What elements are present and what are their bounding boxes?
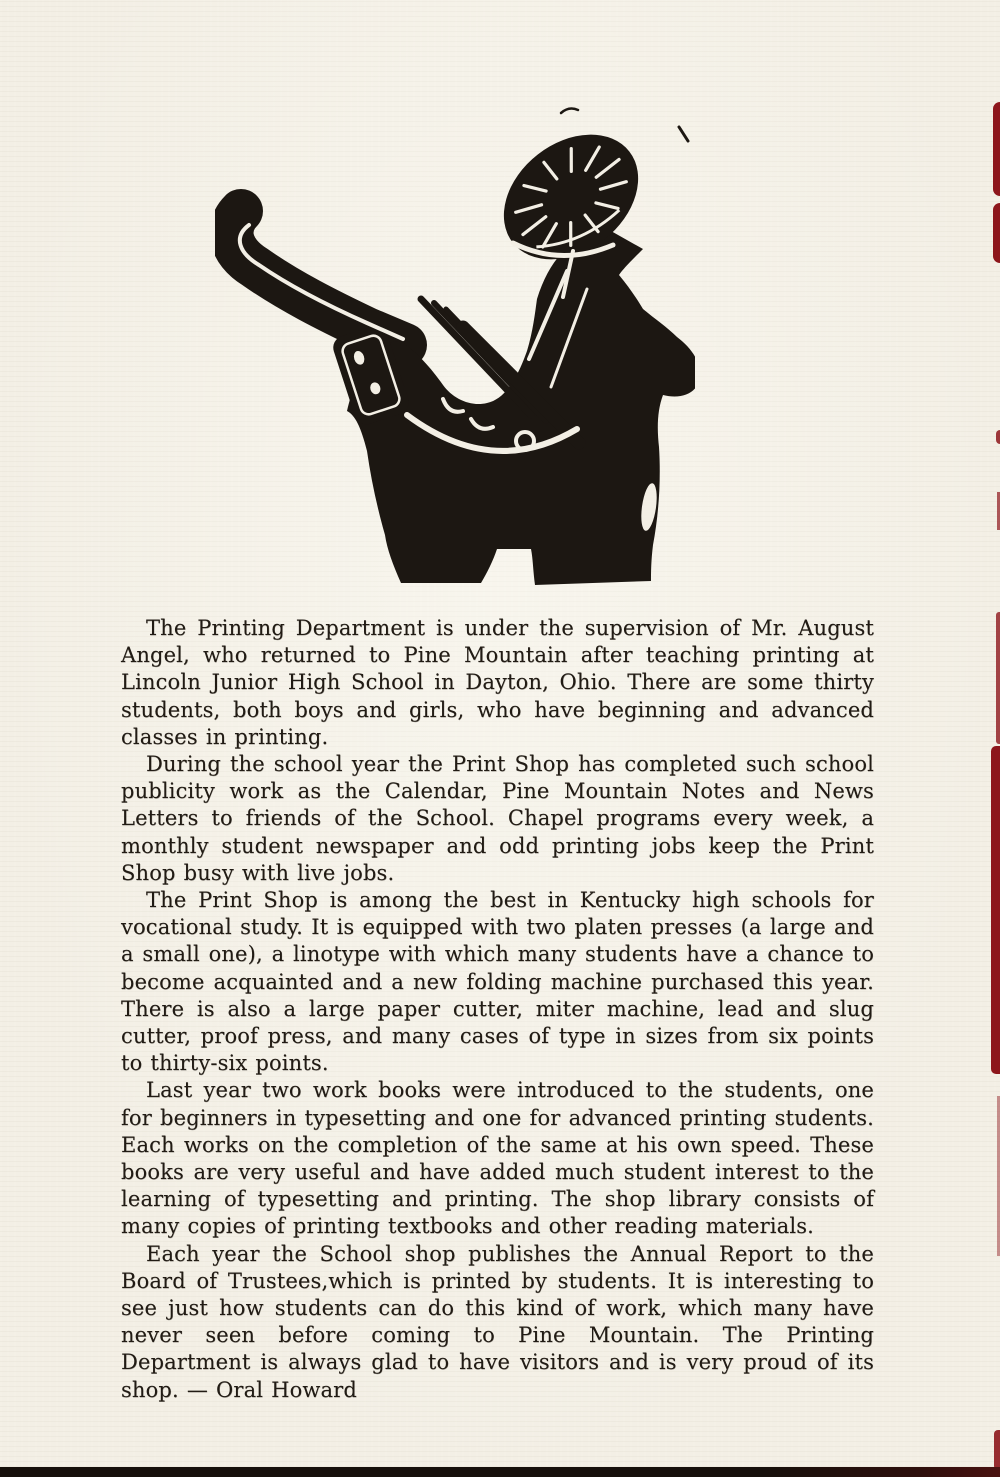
red-edge-mark (996, 612, 1000, 744)
scan-bottom-edge (0, 1467, 1000, 1477)
article-text (121, 615, 874, 1404)
red-edge-mark (991, 746, 1000, 1074)
red-edge-mark (993, 203, 1000, 263)
red-edge-mark (994, 1430, 1000, 1470)
red-edge-mark (996, 430, 1000, 444)
paragraph-school-year-work: During the school year the Print Shop has completed such school publicity work as the Calendar, Pine Mountain Notes and News Letters to friends of the School. Chapel programs every week, a monthly student newspaper and odd printing jobs keep the Print Shop busy with live jobs. (121, 752, 874, 885)
print-shop-woodcut-illustration (215, 103, 695, 598)
paragraph-work-books: Last year two work books were introduced to the students, one for beginners in typesetting and one for advanced printing students. Each works on the completion of the same at his own speed. These books are very useful and have added much student interest to the learning of typesetting and printing. The shop library consists of many copies of printing textbooks and other reading materials. (121, 1078, 874, 1239)
paragraph-annual-report: Each year the School shop publishes the Annual Report to the Board of Trustees,which is printed by students. It is interesting to see just how students can do this kind of work, which many have never seen before coming to Pine Mountain. The Printing Department is always glad to have visitors and is very proud of its shop. — Oral Howard (121, 1241, 874, 1402)
paragraph-equipment: The Print Shop is among the best in Kentucky high schools for vocational study. It is equipped with two platen presses (a large and a small one), a linotype with which many students have a chance to become acquainted and a new folding machine purchased this year. There is also a large paper cutter, miter machine, lead and slug cutter, proof press, and many cases of type in sizes from six points to thirty-six points. (121, 888, 874, 1076)
red-edge-mark (993, 102, 1000, 196)
paragraph-printing-department: The Printing Department is under the supervision of Mr. August Angel, who returned to Pine Mountain after teaching printing at Lincoln Junior High School in Dayton, Ohio. There are some thirty students, both boys and girls, who have beginning and advanced classes in printing. (121, 616, 874, 749)
